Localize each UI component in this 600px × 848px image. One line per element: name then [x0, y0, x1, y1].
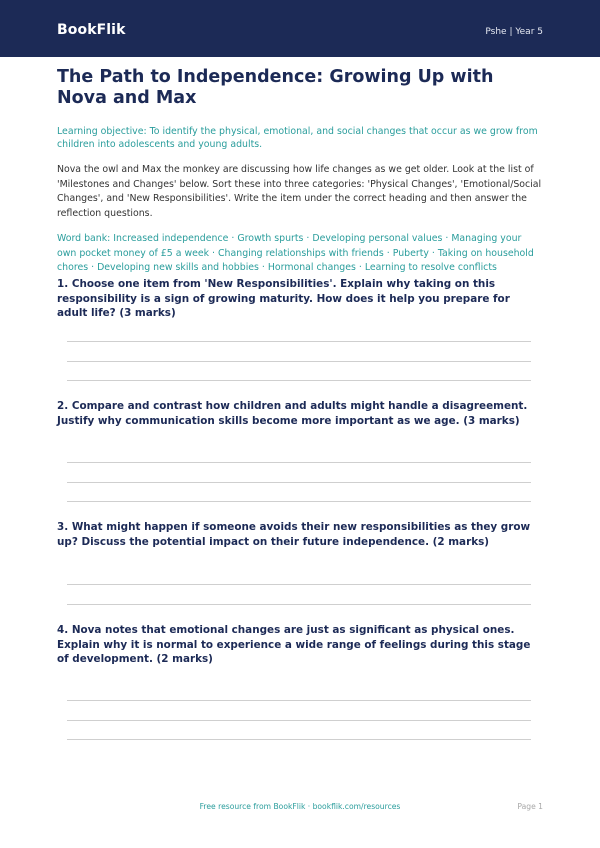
learning-objective: Learning objective: To identify the physical, emotional, and social changes that occur as we grow from children into adolescents and young adults.	[57, 126, 538, 150]
answer-line[interactable]	[67, 584, 531, 585]
answer-line[interactable]	[67, 700, 531, 701]
page-number: Page 1	[517, 802, 543, 811]
answer-line[interactable]	[67, 341, 531, 342]
question-number: 4.	[57, 624, 69, 636]
question-2	[57, 399, 543, 428]
answer-line[interactable]	[67, 380, 531, 381]
subject-year-label: Pshe | Year 5	[485, 27, 543, 37]
question-number: 2.	[57, 400, 69, 412]
question-3	[57, 520, 543, 549]
instructions-text: Nova the owl and Max the monkey are discussing how life changes as we get older. Look at the list of 'Milestones and Changes' below. Sort these into three categories: 'Physical Changes', 'Emotional/Social Changes', and 'New Responsibilities'. Write the item under the correct heading and then answer the reflection questions.	[57, 164, 542, 219]
answer-line[interactable]	[67, 604, 531, 605]
word-bank: Word bank: Increased independence · Growth spurts · Developing personal values · Managing your own pocket money of £5 a week · Changing relationships with friends · Puberty · Taking on household chores · Developing new skills and hobbies · Hormonal changes · Learning to resolve conflicts	[57, 233, 534, 273]
answer-line[interactable]	[67, 361, 531, 362]
question-number: 3.	[57, 521, 69, 533]
footer-text: Free resource from BookFlik · bookflik.com/resources	[199, 802, 401, 811]
answer-line[interactable]	[67, 720, 531, 721]
question-4	[57, 623, 543, 667]
question-1	[57, 277, 543, 321]
answer-line[interactable]	[67, 482, 531, 483]
page-title: The Path to Independence: Growing Up with Nova and Max	[57, 67, 494, 108]
page-header	[0, 0, 600, 57]
answer-line[interactable]	[67, 501, 531, 502]
question-number: 1.	[57, 278, 69, 290]
question-text: Nova notes that emotional changes are just as significant as physical ones. Explain why it is normal to experience a wide range of feelings during this stage of development. (2 marks)	[57, 624, 531, 665]
answer-line[interactable]	[67, 462, 531, 463]
brand-logo-text: BookFlik	[57, 22, 126, 38]
question-text: Compare and contrast how children and adults might handle a disagreement. Justify why communication skills become more important as we age. (3 marks)	[57, 400, 528, 427]
question-text: What might happen if someone avoids their new responsibilities as they grow up? Discuss the potential impact on their future independence. (2 marks)	[57, 521, 531, 548]
answer-line[interactable]	[67, 739, 531, 740]
worksheet-intro	[57, 67, 543, 276]
question-text: Choose one item from 'New Responsibilities'. Explain why taking on this responsibility is a sign of growing maturity. How does it help you prepare for adult life? (3 marks)	[57, 278, 510, 319]
